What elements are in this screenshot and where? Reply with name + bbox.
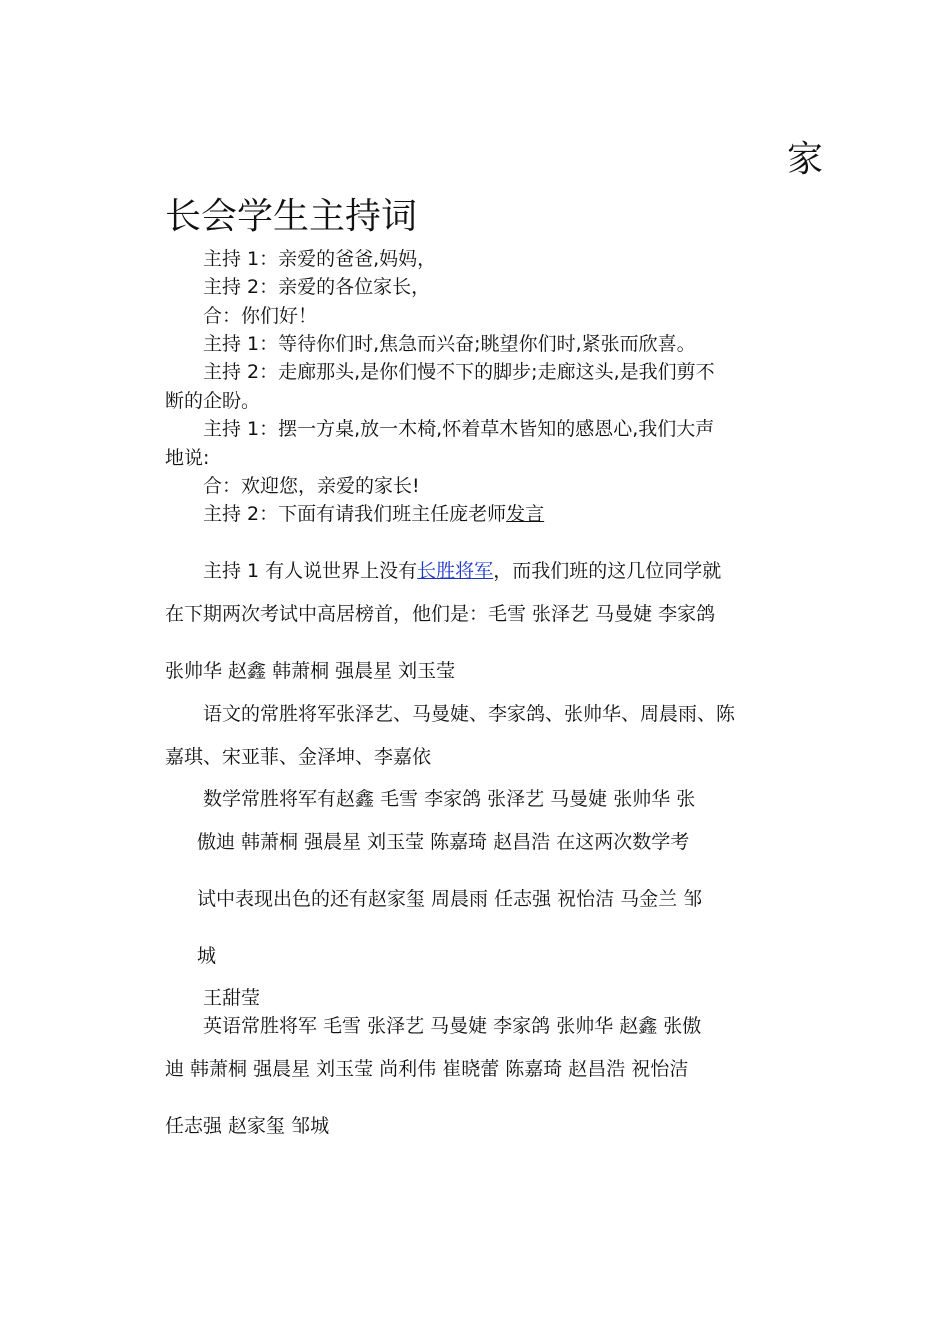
paragraph-english-line3: 任志强 赵家玺 邹城 bbox=[165, 1115, 330, 1137]
line-host1-table-cont: 地说: bbox=[165, 447, 210, 469]
line-host1-waiting: 主持 1：等待你们时,焦急而兴奋;眺望你们时,紧张而欣喜。 bbox=[203, 333, 696, 355]
champion-link[interactable]: 长胜将军 bbox=[417, 560, 494, 582]
paragraph-champions-intro bbox=[203, 560, 721, 582]
paragraph-english-line1: 英语常胜将军 毛雪 张泽艺 马曼婕 李家鸽 张帅华 赵鑫 张傲 bbox=[203, 1015, 702, 1037]
speech-underlined: 发言 bbox=[506, 503, 545, 525]
line-host2-corridor-cont: 断的企盼。 bbox=[165, 390, 261, 412]
line-host2-invite bbox=[203, 503, 544, 525]
champions-prefix: 主持 1 有人说世界上没有 bbox=[203, 560, 418, 582]
title-part-1: 家 bbox=[787, 139, 824, 180]
paragraph-math-line1: 数学常胜将军有赵鑫 毛雪 李家鸽 张泽艺 马曼婕 张帅华 张 bbox=[203, 788, 696, 810]
paragraph-champions-line2: 在下期两次考试中高居榜首，他们是：毛雪 张泽艺 马曼婕 李家鸽 bbox=[165, 603, 716, 625]
paragraph-chinese-line1: 语文的常胜将军张泽艺、马曼婕、李家鸽、张帅华、周晨雨、陈 bbox=[203, 703, 736, 725]
invite-text: 主持 2：下面有请我们班主任庞老师 bbox=[203, 503, 507, 525]
paragraph-math-line3: 试中表现出色的还有赵家玺 周晨雨 任志强 祝怡洁 马金兰 邹 bbox=[197, 888, 703, 910]
paragraph-chinese-line2: 嘉琪、宋亚菲、金泽坤、李嘉依 bbox=[165, 746, 432, 768]
title-part-2: 长会学生主持词 bbox=[165, 196, 418, 237]
line-host2-greeting: 主持 2：亲爱的各位家长， bbox=[203, 276, 431, 298]
line-host1-greeting: 主持 1：亲爱的爸爸,妈妈， bbox=[203, 248, 437, 270]
champions-suffix: ，而我们班的这几位同学就 bbox=[493, 560, 722, 582]
paragraph-math-line5: 王甜莹 bbox=[203, 987, 261, 1009]
paragraph-math-line4: 城 bbox=[197, 945, 217, 967]
line-host1-table: 主持 1：摆一方桌,放一木椅,怀着草木皆知的感恩心,我们大声 bbox=[203, 418, 715, 440]
line-host2-corridor: 主持 2：走廊那头,是你们慢不下的脚步;走廊这头,是我们剪不 bbox=[203, 361, 715, 383]
paragraph-math-line2: 傲迪 韩萧桐 强晨星 刘玉莹 陈嘉琦 赵昌浩 在这两次数学考 bbox=[197, 831, 690, 853]
line-together-welcome: 合：欢迎您，亲爱的家长! bbox=[203, 475, 420, 497]
line-together-hello: 合：你们好！ bbox=[203, 305, 318, 327]
paragraph-english-line2: 迪 韩萧桐 强晨星 刘玉莹 尚利伟 崔晓蕾 陈嘉琦 赵昌浩 祝怡洁 bbox=[165, 1058, 689, 1080]
paragraph-champions-line3: 张帅华 赵鑫 韩萧桐 强晨星 刘玉莹 bbox=[165, 660, 456, 682]
